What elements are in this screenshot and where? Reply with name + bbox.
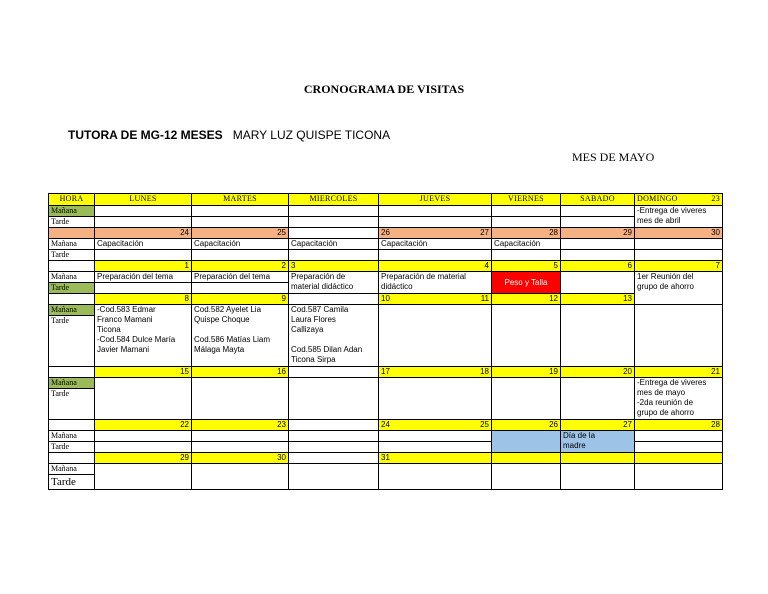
day-number-right: 25 (480, 420, 489, 429)
cell-line: mes de abril (637, 216, 681, 225)
week6-numbers-row (49, 453, 723, 464)
cell-line: -Cod.584 Dulce María (97, 335, 176, 344)
day-number: 27 (561, 420, 635, 431)
week4-miercoles (289, 305, 379, 367)
schedule-table (48, 193, 723, 490)
day-number: 5 (492, 261, 561, 272)
week2-miercoles: Capacitación (289, 239, 379, 250)
week1-numbers-row (49, 228, 723, 239)
cell-line: Cod.587 Camila (291, 305, 349, 314)
week3-lunes: Preparación del tema (95, 272, 192, 283)
day-number: 1 (95, 261, 192, 272)
day-number-left: 17 (381, 367, 390, 376)
day-number: 20 (561, 367, 635, 378)
week5-numbers-row (49, 420, 723, 431)
cell-line: Cod.582 Ayelet Lia (194, 305, 262, 314)
cell-line: Cod.586 Matías Liam (194, 335, 271, 344)
day-number: 6 (561, 261, 635, 272)
week2-numbers-row (49, 261, 723, 272)
day-number: 29 (95, 453, 192, 464)
tutora-line (68, 128, 390, 142)
label-tarde: Tarde (49, 316, 95, 367)
label-manana: Mañana (49, 378, 95, 389)
header-domingo-num: 23 (711, 194, 720, 203)
cell-line: Ticona Sirpa (291, 355, 336, 364)
header-jueves: JUEVES (379, 194, 492, 206)
day-number: 4 (379, 261, 492, 272)
day-number: 21 (635, 367, 723, 378)
cell-line: didáctico (381, 282, 413, 291)
week6-viernes-highlight (492, 431, 561, 453)
week4-manana-row (49, 305, 723, 316)
cell-line: Cod.585 Dilan Adan (291, 345, 363, 354)
month-label: MES DE MAYO (572, 150, 655, 164)
header-domingo (635, 194, 723, 206)
cell-line: Javier Mamani (97, 345, 150, 354)
tutora-label: TUTORA DE MG-12 MESES (68, 128, 223, 142)
day-number: 7 (635, 261, 723, 272)
day-number: 30 (635, 228, 723, 239)
header-lunes: LUNES (95, 194, 192, 206)
label-tarde: Tarde (49, 442, 95, 453)
cell-line: material didáctico (291, 282, 354, 291)
week3-viernes-peso-talla: Peso y Talla (492, 272, 561, 294)
week4-lunes (95, 305, 192, 367)
week2-viernes: Capacitación (492, 239, 561, 250)
day-number: 12 (492, 294, 561, 305)
cell-line: Preparación de material (381, 272, 466, 281)
label-tarde: Tarde (49, 250, 95, 261)
day-number (379, 420, 492, 431)
day-number: 31 (379, 453, 492, 464)
label-manana: Mañana (49, 464, 95, 475)
day-number: 29 (561, 228, 635, 239)
day-number: 30 (192, 453, 289, 464)
day-number: 26 (492, 420, 561, 431)
day-number-right: 18 (480, 367, 489, 376)
cell-line: Franco Mamani (97, 315, 153, 324)
week1-domingo-cell (635, 206, 723, 228)
header-sabado: SABADO (561, 194, 635, 206)
cell-line: Málaga Mayta (194, 345, 245, 354)
page-title: CRONOGRAMA DE VISITAS (303, 82, 465, 96)
day-number: 2 (192, 261, 289, 272)
day-number: 25 (192, 228, 289, 239)
cell-line: -2da reunión de (637, 398, 694, 407)
label-manana: Mañana (49, 239, 95, 250)
week5-domingo (635, 378, 723, 420)
label-tarde: Tarde (49, 389, 95, 420)
week1-manana-row (49, 206, 723, 217)
day-number-left: 10 (381, 294, 390, 303)
day-number: 13 (561, 294, 635, 305)
day-number: 3 (289, 261, 379, 272)
day-number-right: 11 (480, 294, 489, 303)
label-tarde: Tarde (49, 475, 95, 490)
cell-line: mes de mayo (637, 388, 686, 397)
cell-line: Preparación de (291, 272, 346, 281)
week2-martes: Capacitación (192, 239, 289, 250)
week5-manana-row (49, 378, 723, 389)
day-number: 15 (95, 367, 192, 378)
label-manana: Mañana (49, 305, 95, 316)
week6-sabado (561, 431, 635, 453)
week3-jueves (379, 272, 492, 294)
week3-numbers-row (49, 294, 723, 305)
header-row (49, 194, 723, 206)
day-number: 9 (192, 294, 289, 305)
week7-manana-row (49, 464, 723, 475)
week2-manana-row (49, 239, 723, 250)
day-number (379, 228, 492, 239)
label-tarde: Tarde (49, 217, 95, 228)
cell-line: Laura Flores (291, 315, 336, 324)
day-number: 28 (635, 420, 723, 431)
day-number-left: 26 (381, 228, 390, 237)
tutora-name: MARY LUZ QUISPE TICONA (232, 128, 391, 142)
week4-martes (192, 305, 289, 367)
week3-martes: Preparación del tema (192, 272, 289, 283)
cell-line: -Entrega de viveres (637, 206, 707, 215)
day-number (379, 367, 492, 378)
day-number: 19 (492, 367, 561, 378)
label-tarde: Tarde (49, 283, 95, 294)
day-number: 16 (192, 367, 289, 378)
header-hora: HORA (49, 194, 95, 206)
cell-line: madre (563, 441, 586, 450)
cell-line: Quispe Choque (194, 315, 250, 324)
week3-manana-row (49, 272, 723, 283)
day-number: 22 (95, 420, 192, 431)
cell-line: -Entrega de viveres (637, 378, 707, 387)
week2-lunes: Capacitación (95, 239, 192, 250)
label-manana: Mañana (49, 431, 95, 442)
day-number (379, 294, 492, 305)
week3-miercoles (289, 272, 379, 294)
header-viernes: VIERNES (492, 194, 561, 206)
day-number: 23 (192, 420, 289, 431)
day-number-right: 27 (480, 228, 489, 237)
day-number-left: 24 (381, 420, 390, 429)
label-manana: Mañana (49, 272, 95, 283)
week3-domingo (635, 272, 723, 305)
cell-line: -Cod.583 Edmar (97, 305, 156, 314)
header-martes: MARTES (192, 194, 289, 206)
header-domingo-label: DOMINGO (637, 194, 678, 203)
cell-line: grupo de ahorro (637, 408, 694, 417)
day-number: 28 (492, 228, 561, 239)
week6-manana-row (49, 431, 723, 442)
cell-line: 1er Reunión del (637, 272, 694, 281)
week2-jueves: Capacitación (379, 239, 492, 250)
cell-line: Día de la (563, 431, 596, 440)
day-number: 24 (95, 228, 192, 239)
week4-numbers-row (49, 367, 723, 378)
week2-tarde-row (49, 250, 723, 261)
cell-line: Callizaya (291, 325, 324, 334)
cell-line: Ticona (97, 325, 121, 334)
label-manana: Mañana (49, 206, 95, 217)
week1-tarde-row (49, 217, 723, 228)
cell-line: grupo de ahorro (637, 282, 694, 291)
header-miercoles: MIERCOLES (289, 194, 379, 206)
day-number: 8 (95, 294, 192, 305)
